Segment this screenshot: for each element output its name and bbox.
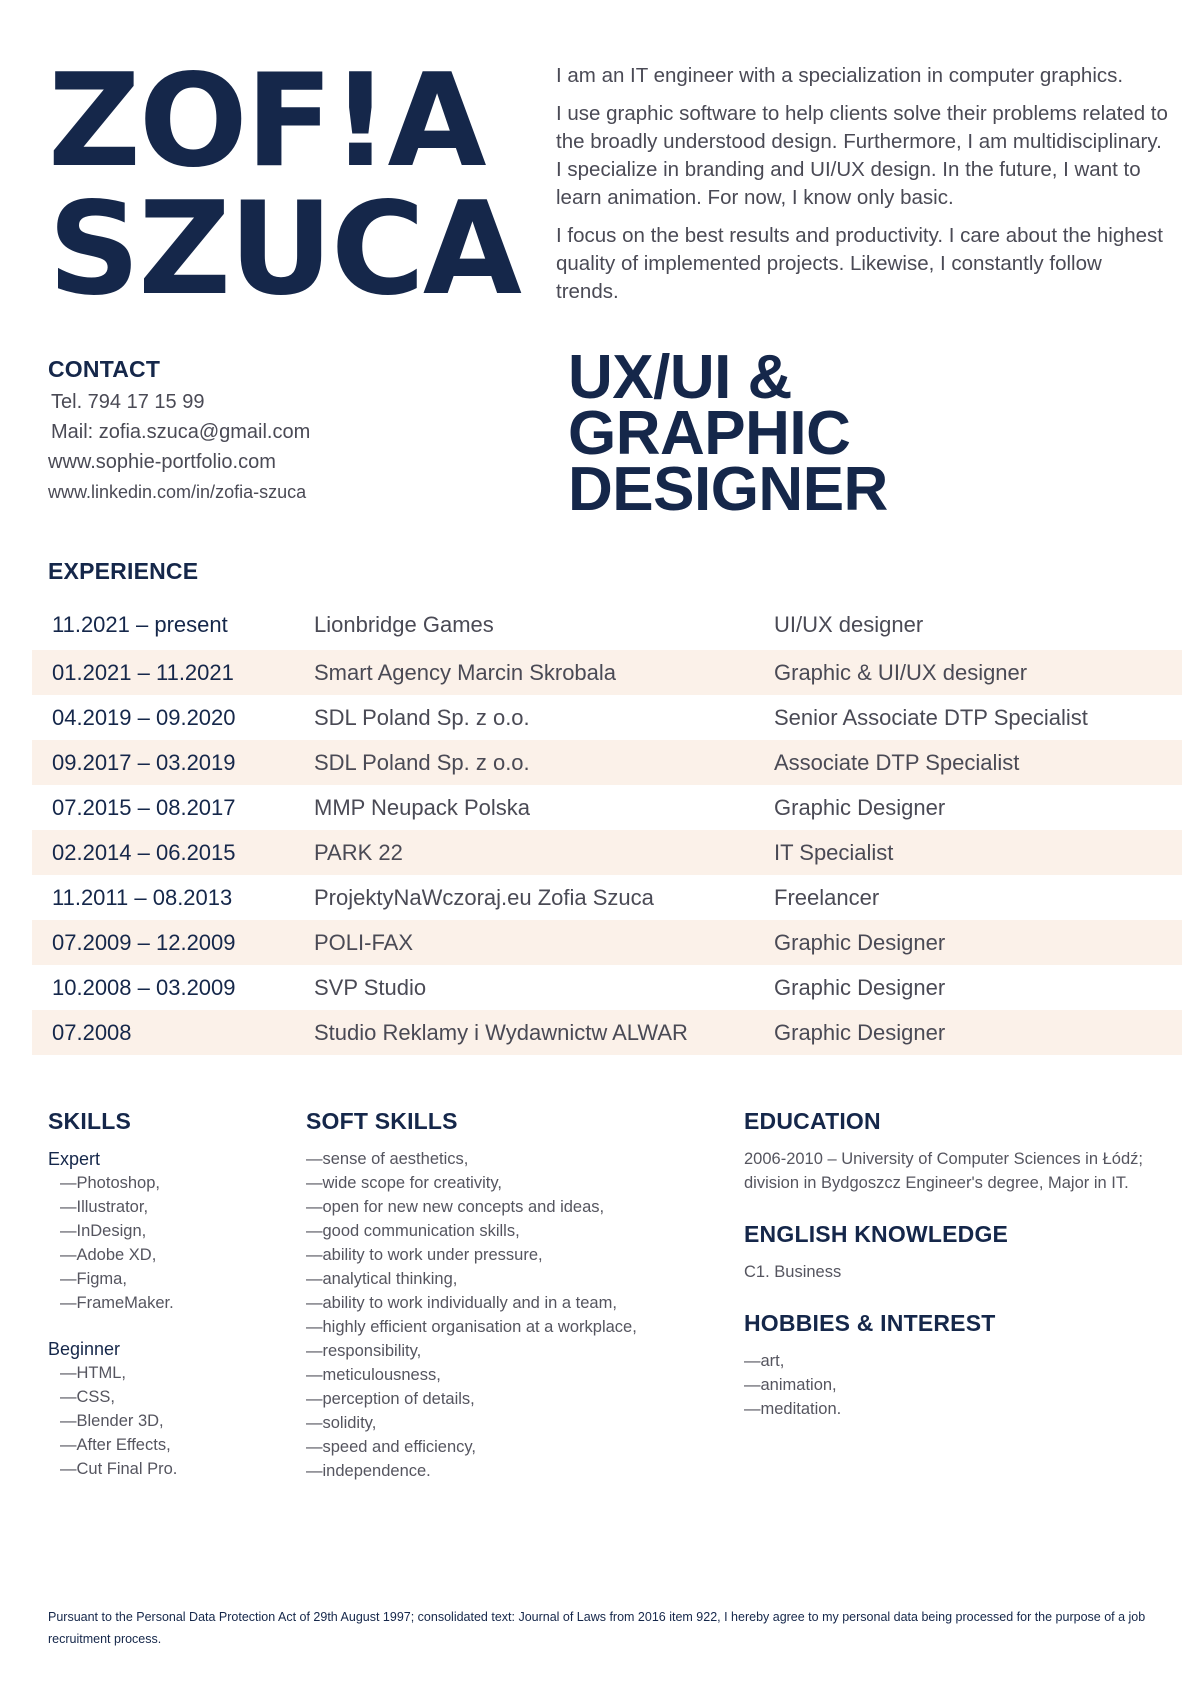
experience-row xyxy=(32,830,1182,875)
experience-position: Senior Associate DTP Specialist xyxy=(774,704,1088,730)
intro-paragraph-1: I am an IT engineer with a specialization in computer graphics. xyxy=(556,64,1124,87)
data-consent-clause: Pursuant to the Personal Data Protection Act of 29th August 1997; consolidated text: Journal of Laws from 2016 item 922, I hereby agree to my personal data being processed for the purpose of a job recruitment process. xyxy=(48,1610,1146,1646)
skills-expert-label: Expert xyxy=(48,1149,101,1169)
experience-period: 04.2019 – 09.2020 xyxy=(52,704,236,730)
english-title: ENGLISH KNOWLEDGE xyxy=(744,1221,1009,1247)
english-text: C1. Business xyxy=(744,1263,842,1281)
skill-item: —Cut Final Pro. xyxy=(60,1460,178,1478)
role-line-2: GRAPHIC xyxy=(568,399,851,468)
soft-skill-item: —good communication skills, xyxy=(306,1222,520,1240)
intro-text xyxy=(556,62,1168,316)
role-title xyxy=(568,343,1128,524)
experience-company: SDL Poland Sp. z o.o. xyxy=(314,749,530,775)
experience-period: 10.2008 – 03.2009 xyxy=(52,974,236,1000)
experience-company: POLI-FAX xyxy=(314,929,414,955)
soft-skill-item: —meticulousness, xyxy=(306,1366,441,1384)
soft-skills-title: SOFT SKILLS xyxy=(306,1108,458,1134)
education-title: EDUCATION xyxy=(744,1108,881,1134)
experience-row xyxy=(32,600,1182,650)
contact-email[interactable]: Mail: zofia.szuca@gmail.com xyxy=(51,421,311,443)
soft-skill-item: —solidity, xyxy=(306,1414,377,1432)
experience-position: Graphic Designer xyxy=(774,1019,946,1045)
soft-skill-item: —speed and efficiency, xyxy=(306,1438,476,1456)
experience-position: Graphic Designer xyxy=(774,794,946,820)
experience-row xyxy=(32,1010,1182,1055)
hobby-item: —animation, xyxy=(744,1376,837,1394)
experience-title: EXPERIENCE xyxy=(48,558,199,584)
experience-period: 02.2014 – 06.2015 xyxy=(52,839,236,865)
experience-company: SVP Studio xyxy=(314,974,427,1000)
experience-row xyxy=(32,875,1182,920)
soft-skill-item: —highly efficient organisation at a workplace, xyxy=(306,1318,637,1336)
experience-company: Studio Reklamy i Wydawnictw ALWAR xyxy=(314,1019,688,1045)
skill-item: —FrameMaker. xyxy=(60,1294,174,1312)
experience-period: 07.2015 – 08.2017 xyxy=(52,794,236,820)
experience-position: Graphic Designer xyxy=(774,929,946,955)
hobby-item: —meditation. xyxy=(744,1400,842,1418)
english-block xyxy=(744,1221,1174,1284)
skill-item: —Blender 3D, xyxy=(60,1412,164,1430)
skills-title: SKILLS xyxy=(48,1108,131,1134)
contact-linkedin-link[interactable]: www.linkedin.com/in/zofia-szuca xyxy=(48,482,307,502)
education-text: 2006-2010 – University of Computer Sciences in Łódź; division in Bydgoszcz Engineer's degree, Major in IT. xyxy=(744,1150,1143,1192)
skill-item: —HTML, xyxy=(60,1364,126,1382)
soft-skill-item: —independence. xyxy=(306,1462,431,1480)
experience-period: 07.2009 – 12.2009 xyxy=(52,929,236,955)
experience-company: Lionbridge Games xyxy=(314,612,494,637)
soft-skills-section xyxy=(306,1108,726,1483)
role-line-1: UX/UI & xyxy=(568,343,792,412)
skill-item: —After Effects, xyxy=(60,1436,171,1454)
contact-phone: Tel. 794 17 15 99 xyxy=(51,391,205,413)
experience-company: MMP Neupack Polska xyxy=(314,794,531,820)
logo-first-name: ZOF!A xyxy=(48,47,485,196)
experience-table xyxy=(32,600,1182,1055)
experience-position: IT Specialist xyxy=(774,839,894,865)
intro-paragraph-2: I use graphic software to help clients solve their problems related to the broadly understood design. Furthermore, I am multidisciplinary. I specialize in branding and UI/UX design. In the future, I want to learn animation. For now, I know only basic. xyxy=(556,102,1168,209)
logo-last-name: SZUCA xyxy=(48,175,520,324)
soft-skill-item: —wide scope for creativity, xyxy=(306,1174,502,1192)
skill-item: —Figma, xyxy=(60,1270,127,1288)
hobbies-block xyxy=(744,1310,1174,1421)
intro-paragraph-3: I focus on the best results and productivity. I care about the highest quality of implemented projects. Likewise, I constantly follow trends. xyxy=(556,224,1164,303)
hobby-item: —art, xyxy=(744,1352,785,1370)
soft-skill-item: —open for new new concepts and ideas, xyxy=(306,1198,605,1216)
name-logo xyxy=(48,47,520,324)
contact-title: CONTACT xyxy=(48,356,161,382)
experience-row xyxy=(32,920,1182,965)
skill-item: —Photoshop, xyxy=(60,1174,160,1192)
contact-website-link[interactable]: www.sophie-portfolio.com xyxy=(48,451,276,473)
soft-skill-item: —ability to work individually and in a team, xyxy=(306,1294,617,1312)
experience-company: Smart Agency Marcin Skrobala xyxy=(314,659,617,685)
experience-position: Graphic Designer xyxy=(774,974,946,1000)
skills-section xyxy=(48,1108,288,1481)
experience-period: 01.2021 – 11.2021 xyxy=(52,659,234,685)
experience-period: 11.2011 – 08.2013 xyxy=(52,884,233,910)
soft-skill-item: —responsibility, xyxy=(306,1342,422,1360)
education-section xyxy=(744,1108,1174,1447)
experience-row xyxy=(32,740,1182,785)
skills-beginner-label: Beginner xyxy=(48,1339,121,1359)
experience-company: PARK 22 xyxy=(314,839,403,865)
experience-row xyxy=(32,965,1182,1010)
experience-position: UI/UX designer xyxy=(774,612,924,637)
role-line-3: DESIGNER xyxy=(568,455,888,524)
experience-period: 07.2008 xyxy=(52,1019,132,1045)
experience-position: Freelancer xyxy=(774,884,880,910)
skill-item: —InDesign, xyxy=(60,1222,147,1240)
soft-skill-item: —perception of details, xyxy=(306,1390,475,1408)
hobbies-title: HOBBIES & INTEREST xyxy=(744,1310,996,1336)
skill-item: —Illustrator, xyxy=(60,1198,149,1216)
skill-item: —Adobe XD, xyxy=(60,1246,157,1264)
experience-row xyxy=(32,650,1182,695)
soft-skill-item: —ability to work under pressure, xyxy=(306,1246,543,1264)
experience-period: 11.2021 – present xyxy=(52,612,228,637)
experience-period: 09.2017 – 03.2019 xyxy=(52,749,236,775)
experience-company: SDL Poland Sp. z o.o. xyxy=(314,704,530,730)
experience-company: ProjektyNaWczoraj.eu Zofia Szuca xyxy=(314,884,654,910)
education-block xyxy=(744,1108,1174,1195)
experience-row xyxy=(32,695,1182,740)
contact-section xyxy=(48,356,468,507)
experience-position: Associate DTP Specialist xyxy=(774,749,1020,775)
skill-item: —CSS, xyxy=(60,1388,116,1406)
experience-position: Graphic & UI/UX designer xyxy=(774,659,1028,685)
soft-skill-item: —analytical thinking, xyxy=(306,1270,458,1288)
soft-skill-item: —sense of aesthetics, xyxy=(306,1150,469,1168)
experience-row xyxy=(32,785,1182,830)
